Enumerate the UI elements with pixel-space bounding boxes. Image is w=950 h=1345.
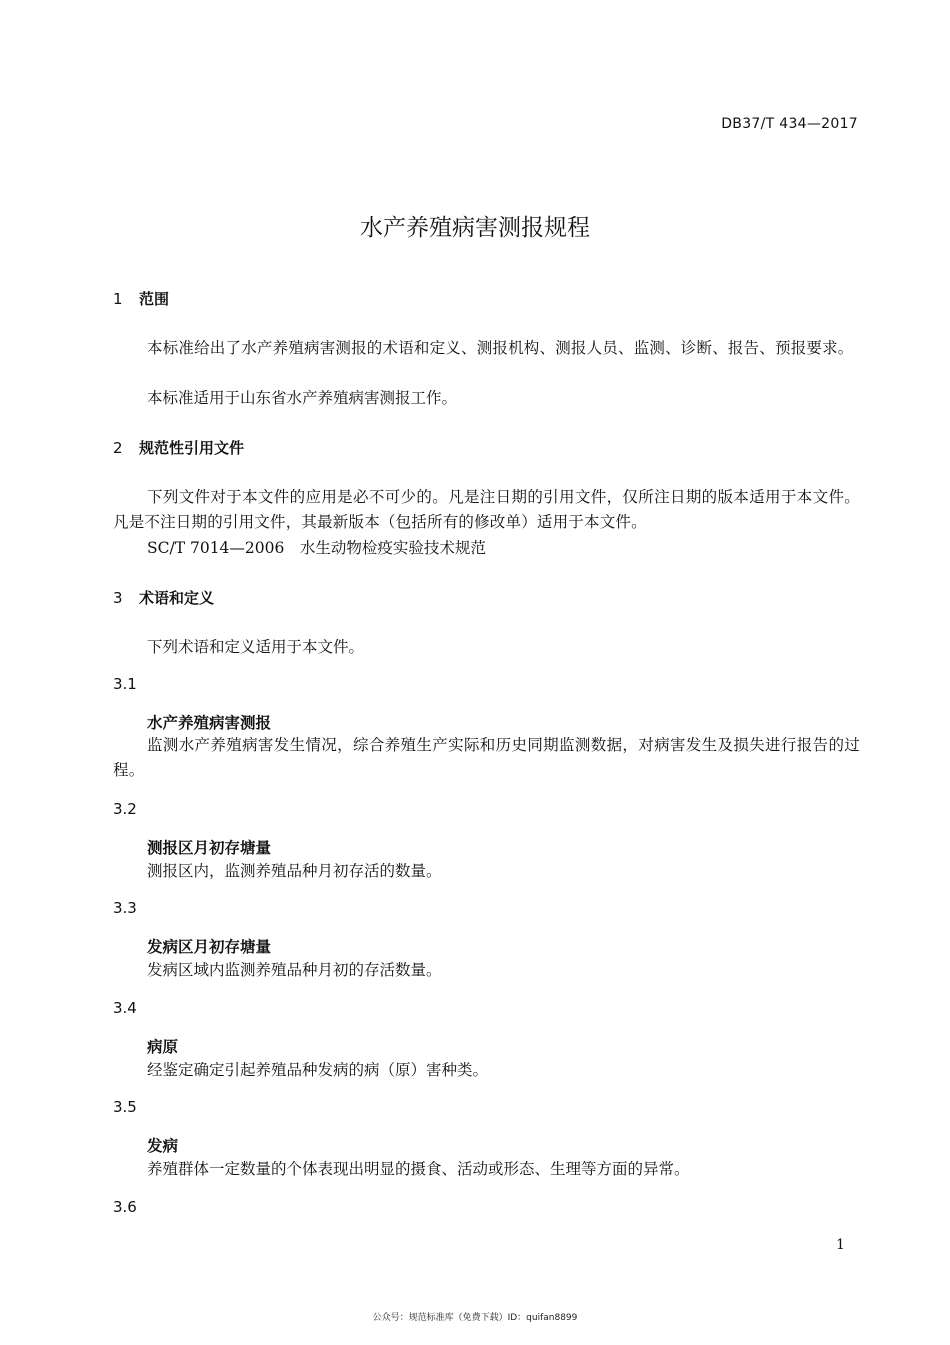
footer-watermark: 公众号：规范标准库（免费下载）ID：quifan8899 xyxy=(372,1313,578,1323)
term-name: 病原 xyxy=(147,1038,179,1056)
term-definition: 发病区域内监测养殖品种月初的存活数量。 xyxy=(147,961,442,979)
term-number: 3.3 xyxy=(113,899,137,917)
term-number: 3.2 xyxy=(113,800,137,818)
term-number: 3.6 xyxy=(113,1198,137,1216)
term-definition: 养殖群体一定数量的个体表现出明显的摄食、活动或形态、生理等方面的异常。 xyxy=(147,1160,690,1178)
term-name: 测报区月初存塘量 xyxy=(147,839,272,857)
term-number: 3.4 xyxy=(113,999,137,1017)
scope-applicability: 本标准适用于山东省水产养殖病害测报工作。 xyxy=(147,389,458,407)
section-title: 术语和定义 xyxy=(139,589,215,607)
term-definition: 监测水产养殖病害发生情况，综合养殖生产实际和历史同期监测数据，对病害发生及损失进行报告的过程。 xyxy=(113,736,860,779)
terms-intro: 下列术语和定义适用于本文件。 xyxy=(147,638,365,656)
section-number: 3 xyxy=(113,589,123,607)
normative-references-paragraph: 下列文件对于本文件的应用是必不可少的。凡是注日期的引用文件，仅所注日期的版本适用于本文件。凡是不注日期的引用文件，其最新版本（包括所有的修改单）适用于本文件。 xyxy=(113,488,860,531)
term-definition: 经鉴定确定引起养殖品种发病的病（原）害种类。 xyxy=(147,1061,489,1079)
section-heading-2 xyxy=(113,437,244,458)
term-number: 3.1 xyxy=(113,675,137,693)
reference-standard: SC/T 7014—2006 水生动物检疫实验技术规范 xyxy=(147,539,486,557)
document-number: DB37/T 434—2017 xyxy=(721,116,858,132)
section-title: 规范性引用文件 xyxy=(139,439,245,457)
term-number: 3.5 xyxy=(113,1098,137,1116)
section-title: 范围 xyxy=(139,290,170,308)
section-heading-3 xyxy=(113,587,214,608)
page-title: 水产养殖病害测报规程 xyxy=(360,215,590,241)
term-definition: 测报区内，监测养殖品种月初存活的数量。 xyxy=(147,862,442,880)
scope-paragraph: 本标准给出了水产养殖病害测报的术语和定义、测报机构、测报人员、监测、诊断、报告、预报要求。 xyxy=(147,339,854,357)
section-number: 2 xyxy=(113,439,123,457)
section-heading-1 xyxy=(113,288,169,309)
section-number: 1 xyxy=(113,290,123,308)
term-name: 水产养殖病害测报 xyxy=(147,714,272,732)
term-name: 发病区月初存塘量 xyxy=(147,938,272,956)
page-number: 1 xyxy=(836,1237,845,1253)
term-name: 发病 xyxy=(147,1137,179,1155)
